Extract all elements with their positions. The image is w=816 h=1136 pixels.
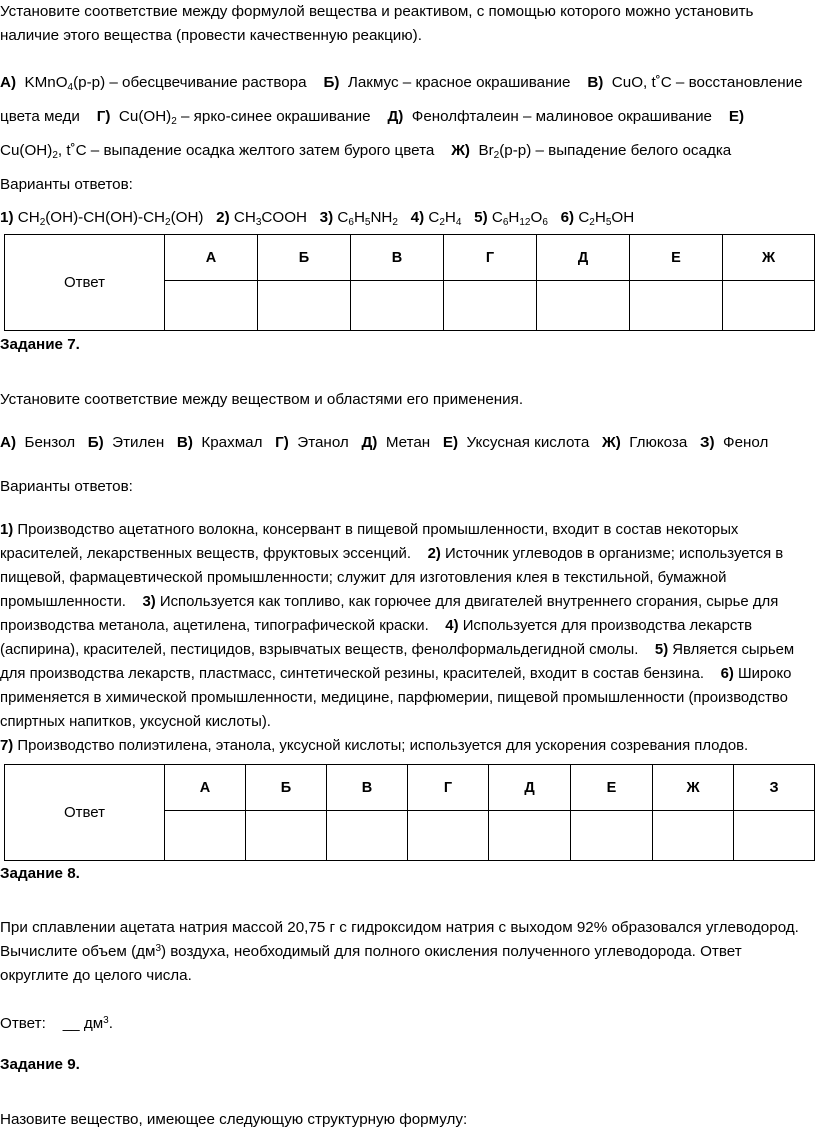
answer-cell[interactable] — [327, 811, 408, 861]
answer-cell[interactable] — [444, 281, 537, 331]
answer-blank[interactable]: __ — [62, 1015, 80, 1032]
task8-heading: Задание 8. — [0, 865, 80, 882]
column-header: Е — [630, 235, 723, 281]
formula-1: $CH_2(OH)-CH(OH)-CH_2(OH)$ — [17, 209, 204, 228]
answer-cell[interactable] — [258, 281, 351, 331]
task6-reagents: А) KMnO$_4$(р-р) – обесцвечивание раствора Б) Лакмус – красное окрашивание В) CuO, t˚C – восстановление цвета меди Г) $Cu(OH)_2$ – ярко-синее окрашивание Д) Фенолфталеин – малиновое окрашивание Е) $Cu(OH)_2$, t˚C – выпадение осадка желтого затем бурого цвета Ж) $Br_2(р-р)$ – выпадение белого осадка Варианты ответов: — [0, 74, 803, 193]
task6-formulas: 1) $CH_2(OH)-CH(OH)-CH_2(OH)$ 2) $CH_3COOH$ 3) $C_6H_5NH_2$ 4) $C_2H_4$ 5) $C_6H_{12}O_6$ 6) $C_2H_5OH$ — [0, 209, 635, 228]
reagent-label: Д) — [387, 108, 404, 125]
task6-answer-table — [4, 234, 815, 331]
formula-6: $C_2H_5OH$ — [578, 209, 635, 228]
answer-cell[interactable] — [165, 811, 246, 861]
answer-cell[interactable] — [571, 811, 653, 861]
task8-answer: Ответ: __ $дм^3$. — [0, 1015, 113, 1032]
task7-heading: Задание 7. — [0, 336, 80, 353]
variants-label: Варианты ответов: — [0, 176, 133, 193]
reagent-label: Ж) — [451, 142, 470, 159]
answer-row-label: Ответ — [5, 765, 165, 861]
formula-3: $C_6H_5NH_2$ — [337, 209, 398, 228]
reagent-label: Б) — [323, 74, 340, 91]
column-header: Ж — [723, 235, 815, 281]
answer-cell[interactable] — [537, 281, 630, 331]
column-header: А — [165, 235, 258, 281]
column-header: З — [734, 765, 815, 811]
column-header: Г — [408, 765, 489, 811]
column-header: В — [327, 765, 408, 811]
column-header: Б — [246, 765, 327, 811]
answer-cell[interactable] — [351, 281, 444, 331]
task7-substances: А) Бензол Б) Этилен В) Крахмал Г) Этанол Д) Метан Е) Уксусная кислота Ж) Глюкоза З) Фенол — [0, 434, 769, 451]
column-header: Д — [489, 765, 571, 811]
formula-4: $C_2H_4$ — [428, 209, 462, 228]
formula-5: $C_6H_{12}O_6$ — [491, 209, 548, 228]
task8-text: При сплавлении ацетата натрия массой 20,75 г с гидроксидом натрия с выходом 92% образовался углеводород. Вычислите объем $(дм^3)$ воздуха, необходимый для полного окисления полученного углеводорода. Ответ округлите до целого числа. — [0, 919, 799, 984]
task7-options: 1) Производство ацетатного волокна, консервант в пищевой промышленности, входит в состав некоторых красителей, лекарственных веществ, фруктовых эссенций. 2) Источник углеводов в организме; используется в пищевой, фармацевтической промышленности; служит для изготовления клея в текстильной, бумажной промышленности. 3) Используется как топливо, как горючее для двигателей внутреннего сгорания, сырье для производства метанола, ацетилена, типографической краски. 4) Используется для производства лекарств (аспирина), красителей, пестицидов, взрывчатых веществ, фенолформальдегидной смолы. 5) Является сырьем для производства лекарств, пластмасс, синтетической резины, красителей, входит в состав бензина. 6) Широко применяется в химической промышленности, медицине, парфюмерии, пищевой промышленности (производство спиртных напитков, уксусной кислоты). 7) Производство полиэтилена, этанола, уксусной кислоты; используется для ускорения созревания плодов. — [0, 522, 795, 754]
column-header: А — [165, 765, 246, 811]
column-header: Е — [571, 765, 653, 811]
answer-row-label: Ответ — [5, 235, 165, 331]
column-header: Б — [258, 235, 351, 281]
column-header: Ж — [653, 765, 734, 811]
answer-cell[interactable] — [489, 811, 571, 861]
task9-heading: Задание 9. — [0, 1056, 80, 1073]
task7-answer-table — [4, 764, 815, 861]
task7-variants-label: Варианты ответов: — [0, 478, 133, 495]
answer-cell[interactable] — [653, 811, 734, 861]
reagent-label: А) — [0, 74, 17, 91]
column-header: Д — [537, 235, 630, 281]
reagent-label: Г) — [96, 108, 111, 125]
reagent-label: Е) — [728, 108, 745, 125]
formula-2: $CH_3COOH$ — [233, 209, 307, 228]
answer-unit: $дм^3$. — [83, 1015, 113, 1032]
task9-text: Назовите вещество, имеющее следующую структурную формулу: — [0, 1111, 468, 1128]
answer-cell[interactable] — [408, 811, 489, 861]
task7-intro: Установите соответствие между веществом и областями его применения. — [0, 391, 524, 408]
reagent-label: В) — [587, 74, 604, 91]
answer-cell[interactable] — [723, 281, 815, 331]
answer-cell[interactable] — [165, 281, 258, 331]
answer-cell[interactable] — [630, 281, 723, 331]
column-header: Г — [444, 235, 537, 281]
answer-cell[interactable] — [734, 811, 815, 861]
column-header: В — [351, 235, 444, 281]
answer-cell[interactable] — [246, 811, 327, 861]
task6-intro: Установите соответствие между формулой вещества и реактивом, с помощью которого можно установить наличие этого вещества (провести качественную реакцию). — [0, 3, 754, 44]
